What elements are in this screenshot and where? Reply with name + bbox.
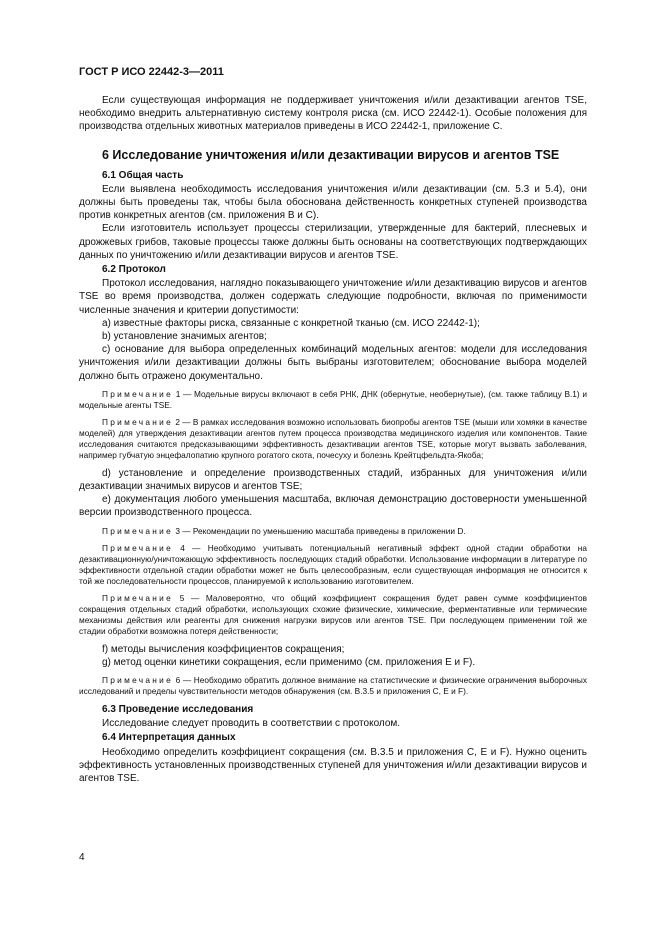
list-item-g: g) метод оценки кинетики сокращения, если применимо (см. приложения Е и F). — [102, 656, 476, 668]
section-6-2-heading: 6.2 Протокол — [102, 264, 166, 276]
list-item-c: с) основание для выбора определенных комбинаций модельных агентов: модели для исследования уничтожения и/или дезактивации должны быть выбраны изготовителем; обоснование выбора моделей должно быть отражено документально. — [79, 344, 587, 382]
list-item-a: а) известные факторы риска, связанные с конкретной тканью (см. ИСО 22442-1); — [102, 317, 480, 329]
list-item-e: е) документация любого уменьшения масштаба, включая демонстрацию достоверности уменьшенной версии производственного процесса. — [79, 494, 587, 519]
note-text: 6 — Необходимо обратить должное внимание на статистические и физические ограничения выборочных исследований и пределы чувствительности методов обнаружения (см. В.3.5 и приложения С, Е и F). — [79, 675, 587, 697]
note-label: Примечание — [102, 592, 174, 603]
section-6-3-heading: 6.3 Проведение исследования — [102, 704, 254, 716]
section-6-1-heading: 6.1 Общая часть — [102, 169, 184, 181]
section-6-4-heading: 6.4 Интерпретация данных — [102, 732, 236, 744]
note-2 — [79, 417, 587, 461]
note-label: Примечание — [102, 388, 174, 399]
list-item-f: f) методы вычисления коэффициентов сокращения; — [102, 643, 345, 655]
note-4 — [79, 543, 587, 587]
note-3 — [79, 526, 587, 537]
note-label: Примечание — [102, 416, 174, 427]
note-text: 4 — Необходимо учитывать потенциальный негативный эффект одной стадии обработки на дезактивационную/уничтожающую эффективность последующих стадий обработки. Использование информации в литературе по эффективности отдельной стадии обработки может не быть целесообразным, если существующая информация не относится к той же последовательности процессов, планируемой к использованию изготовителем. — [79, 542, 587, 586]
section-6-heading: 6 Исследование уничтожения и/или дезактивации вирусов и агентов TSE — [102, 147, 560, 162]
note-text: 3 — Рекомендации по уменьшению масштаба приведены в приложении D. — [173, 525, 466, 536]
note-6 — [79, 675, 587, 697]
intro-paragraph: Если существующая информация не поддерживает уничтожения и/или дезактивации агентов TSE, необходимо внедрить альтернативную систему контроля риска (см. ИСО 22442-1). Особые положения для производства отдельных животных материалов приведены в ИСО 22442-1, приложение С. — [79, 95, 587, 133]
note-text: 2 — В рамках исследования возможно использовать биопробы агентов TSE (мыши или хомяки в качестве моделей) для утверждения дезактивации агентов путем процесса производства медицинского изделия или компонентов. Такие исследования считаются предсказывающими эффективность дезактивации агентов TSE, которые могут вызвать заболевания, например губчатую энцефалопатию крупного рогатого скота, почесуху и болезнь Крейтцфельдта-Якоба; — [79, 416, 587, 460]
section-6-1-paragraph: Если изготовитель использует процессы стерилизации, утвержденные для бактерий, плесневых и дрожжевых грибов, таковые процессы также должны быть основаны на соответствующих подтверждающих данных по уничтожению и/или дезактивации вирусов и агентов TSE. — [79, 223, 587, 261]
note-1 — [79, 389, 587, 411]
note-label: Примечание — [102, 525, 174, 536]
note-label: Примечание — [102, 675, 174, 686]
note-text: 5 — Маловероятно, что общий коэффициент сокращения будет равен сумме коэффициентов сокращения отдельных стадий обработки, использующих схожие физические, химические, ферментативные или термические механизмы действия или реагенты для снижения нагрузки вирусов или агентов TSE. При последующем применении той же стадии обработки возможна потеря действенности; — [79, 592, 587, 636]
note-label: Примечание — [102, 542, 174, 553]
section-6-3-paragraph: Исследование следует проводить в соответствии с протоколом. — [102, 718, 401, 730]
list-item-d: d) установление и определение производственных стадий, избранных для уничтожения и/или дезактивации значимых вирусов и агентов TSE; — [79, 467, 587, 493]
document-body — [79, 94, 587, 785]
page-number: 4 — [79, 852, 85, 863]
note-5 — [79, 593, 587, 637]
section-6-2-paragraph: Протокол исследования, наглядно показывающего уничтожение и/или дезактивацию вирусов и агентов TSE во время производства, должен содержать следующие подробности, включая по применимости численные значения и критерии допустимости: — [79, 278, 587, 316]
document-header: ГОСТ Р ИСО 22442-3—2011 — [79, 66, 224, 78]
note-text: 1 — Модельные вирусы включают в себя РНК, ДНК (обернутые, необернутые), (см. также таблицу В.1) и модельные агенты TSE. — [79, 388, 587, 410]
list-item-b: b) установление значимых агентов; — [102, 331, 267, 343]
section-6-4-paragraph: Необходимо определить коэффициент сокращения (см. В.3.5 и приложения С, Е и F). Нужно оценить эффективность установленных производственных ступеней для уничтожения и/или дезактивации вирусов и агентов TSE. — [79, 746, 587, 785]
section-6-1-paragraph: Если выявлена необходимость исследования уничтожения и/или дезактивации (см. 5.3 и 5.4), они должны быть проведены так, чтобы была обоснована действенность конкретных ступеней производства против конкретных агентов (см. приложения В и С). — [79, 183, 587, 222]
